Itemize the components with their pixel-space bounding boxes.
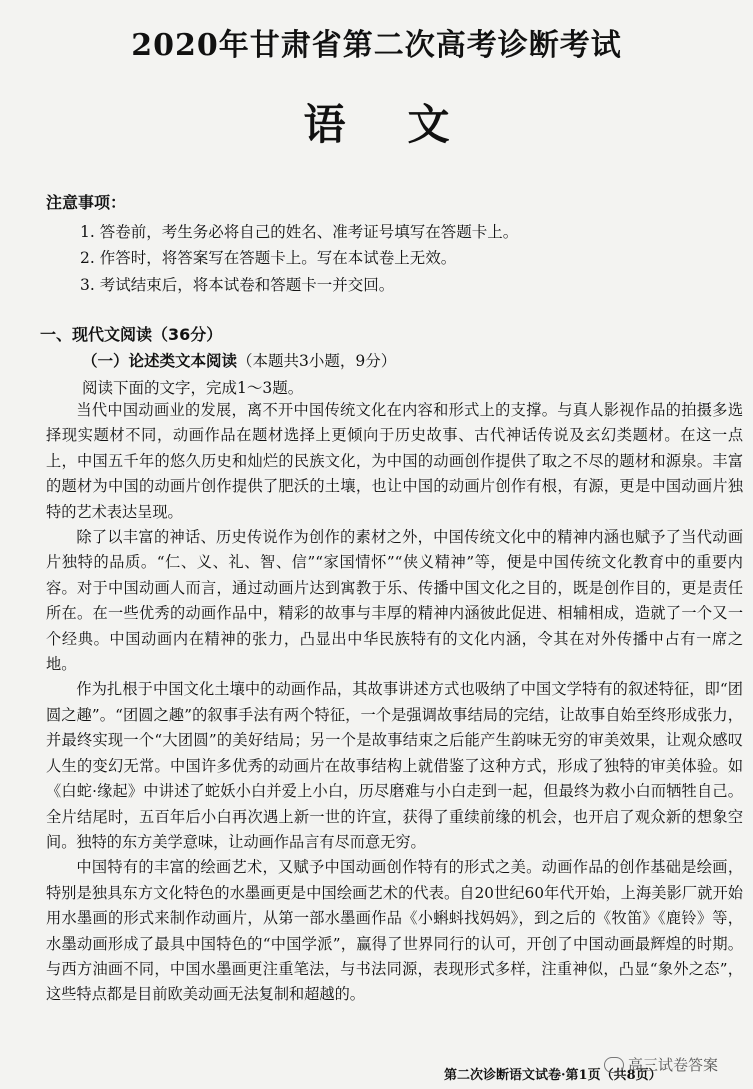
notice-item: 2. 作答时，将答案写在答题卡上。写在本试卷上无效。 — [80, 249, 457, 267]
passage-paragraph: 中国特有的丰富的绘画艺术，又赋予中国动画创作特有的形式之美。动画作品的创作基础是绘画，特别是独具东方文化特色的水墨画更是中国绘画艺术的代表。自20世纪60年代开始，上海美影厂就开始用水墨画的形式来制作动画片，从第一部水墨画作品《小蝌蚪找妈妈》，到之后的《牧笛》《鹿铃》等，水墨动画形成了最具中国特色的“中国学派”，赢得了世界同行的认可，开创了中国动画最辉煌的时期。与西方油画不同，中国水墨画更注重笔法，与书法同源，表现形式多样，注重神似，凸显“象外之态”，这些特点都是目前欧美动画无法复制和超越的。 — [46, 858, 743, 1004]
passage-paragraph: 作为扎根于中国文化土壤中的动画作品，其故事讲述方式也吸纳了中国文学特有的叙述特征，即“团圆之趣”。“团圆之趣”的叙事手法有两个特征，一个是强调故事结局的完结，让故事自始至终形成张力，并最终实现一个“大团圆”的美好结局；另一个是故事结束之后能产生韵味无穷的审美效果，让观众感叹人生的变幻无常。中国许多优秀的动画片在故事结构上就借鉴了这种方式，形成了独特的审美体验。如《白蛇·缘起》中讲述了蛇妖小白并爱上小白，历尽磨难与小白走到一起，但最终为救小白而牺牲自己。全片结尾时，五百年后小白再次遇上新一世的许宣，获得了重续前缘的机会，也开启了观众新的想象空间。独特的东方美学意味，让动画作品言有尽而意无穷。 — [46, 680, 743, 851]
notice-item: 1. 答卷前，考生务必将自己的姓名、准考证号填写在答题卡上。 — [80, 223, 519, 241]
notice-heading: 注意事项： — [46, 193, 127, 212]
watermark — [604, 1054, 718, 1075]
subsection-title: （一）论述类文本阅读 — [82, 352, 238, 370]
watermark-text: 高三试卷答案 — [628, 1056, 719, 1074]
subject-title: 语文 — [303, 100, 512, 149]
exam-title: 2020年甘肃省第二次高考诊断考试 — [131, 28, 622, 63]
notice-item: 3. 考试结束后，将本试卷和答题卡一并交回。 — [80, 276, 395, 294]
reading-passage — [46, 398, 743, 1008]
section-heading: 一、现代文阅读（36分） — [40, 325, 223, 344]
subsection-note: （本题共3小题，9分） — [237, 352, 397, 370]
page-footer: 第二次诊断语文试卷·第1页（共8页） — [444, 1068, 662, 1083]
passage-paragraph: 当代中国动画业的发展，离不开中国传统文化在内容和形式上的支撑。与真人影视作品的拍摄多选择现实题材不同，动画作品在题材选择上更倾向于历史故事、古代神话传说及玄幻类题材。在这一点上，中国五千年的悠久历史和灿烂的民族文化，为中国的动画创作提供了取之不尽的题材和源泉。丰富的题材为中国的动画片创作提供了肥沃的土壤，也让中国的动画片创作有根，有源，更是中国动画片独特的艺术表达呈现。 — [46, 401, 743, 521]
passage-paragraph: 除了以丰富的神话、历史传说作为创作的素材之外，中国传统文化中的精神内涵也赋予了当代动画片独特的品质。“仁、义、礼、智、信”“家国情怀”“侠义精神”等，便是中国传统文化教育中的重要内容。对于中国动画人而言，通过动画片达到寓教于乐、传播中国文化之目的，既是创作目的，更是责任所在。在一些优秀的动画作品中，精彩的故事与丰厚的精神内涵彼此促进、相辅相成，造就了一个又一个经典。中国动画内在精神的张力，凸显出中华民族特有的文化内涵，令其在对外传播中占有一席之地。 — [46, 528, 743, 674]
subsection-heading — [82, 349, 396, 371]
chat-bubble-icon — [604, 1057, 624, 1073]
reading-instruction: 阅读下面的文字，完成1～3题。 — [82, 379, 304, 397]
